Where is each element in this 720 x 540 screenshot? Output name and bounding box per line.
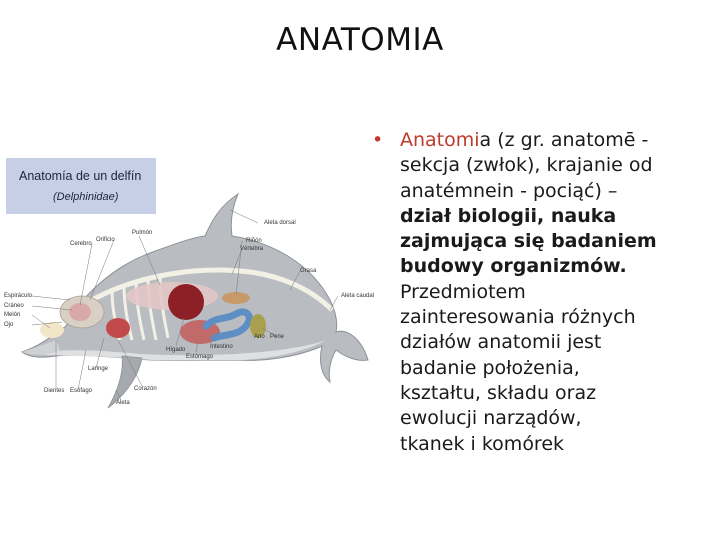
text-line-11: kształtu, składu oraz	[400, 381, 597, 404]
text-line-8: zainteresowania różnych	[400, 306, 636, 329]
label-ojo: Ojo	[4, 322, 14, 328]
text-line-1	[400, 128, 710, 153]
dolphin-heart	[106, 318, 130, 338]
label-aleta: Aleta	[116, 400, 130, 406]
dolphin-illustration	[0, 150, 375, 420]
label-intestino: Intestino	[210, 344, 233, 350]
label-estomago: Estómago	[186, 354, 214, 360]
dolphin-liver	[168, 284, 204, 320]
text-line-1-a: a	[479, 129, 492, 151]
figure-caption-italic: (Delphinidae)	[53, 191, 119, 203]
label-orificio: Orificio	[96, 237, 115, 243]
text-line-4: dział biologii, nauka	[400, 204, 617, 227]
label-ano: Ano	[254, 334, 265, 340]
figure-caption-title: Anatomía de un delfín	[19, 169, 142, 183]
dolphin-anatomy-figure	[0, 150, 375, 420]
label-pulmon: Pulmón	[132, 230, 153, 236]
text-line-2: sekcja (zwłok), krajanie od	[400, 154, 653, 177]
label-espiraculo: Espiráculo	[4, 293, 33, 299]
definition-paragraph	[400, 128, 710, 457]
text-line-3: anatémnein - pociąć) –	[400, 179, 618, 202]
label-corazon: Corazón	[134, 386, 157, 392]
text-line-1-rest: (z gr. anatomē -	[491, 129, 649, 151]
text-line-5: zajmująca się badaniem	[400, 230, 657, 253]
term-anatomia: Anatomi	[400, 129, 480, 151]
label-esofago: Esófago	[70, 388, 93, 394]
label-grasa: Grasa	[300, 268, 317, 274]
label-vertebra: Vértebra	[240, 246, 264, 252]
label-higado: Hígado	[166, 347, 186, 353]
label-aleta-dorsal: Aleta dorsal	[264, 220, 296, 226]
dolphin-brain	[69, 303, 91, 321]
label-rinon: Riñón	[246, 238, 262, 244]
text-line-10: badanie położenia,	[400, 356, 580, 379]
label-craneo: Cráneo	[4, 303, 24, 309]
label-cerebro: Cerebro	[70, 241, 92, 247]
text-line-7: Przedmiotem	[400, 280, 526, 303]
text-line-12: ewolucji narządów,	[400, 407, 582, 430]
text-line-6: budowy organizmów.	[400, 255, 627, 278]
bullet-marker: •	[372, 129, 384, 151]
text-line-9: działów anatomii jest	[400, 331, 602, 354]
label-pene: Pene	[270, 334, 285, 340]
text-line-13: tkanek i komórek	[400, 432, 565, 455]
label-dientes: Dientes	[44, 388, 65, 394]
label-aleta-caudal: Aleta caudal	[341, 293, 375, 299]
label-laringe: Laringe	[88, 366, 109, 372]
slide-title: ANATOMIA	[276, 22, 444, 58]
label-melon: Melón	[4, 312, 21, 318]
dolphin-melon	[40, 322, 64, 338]
